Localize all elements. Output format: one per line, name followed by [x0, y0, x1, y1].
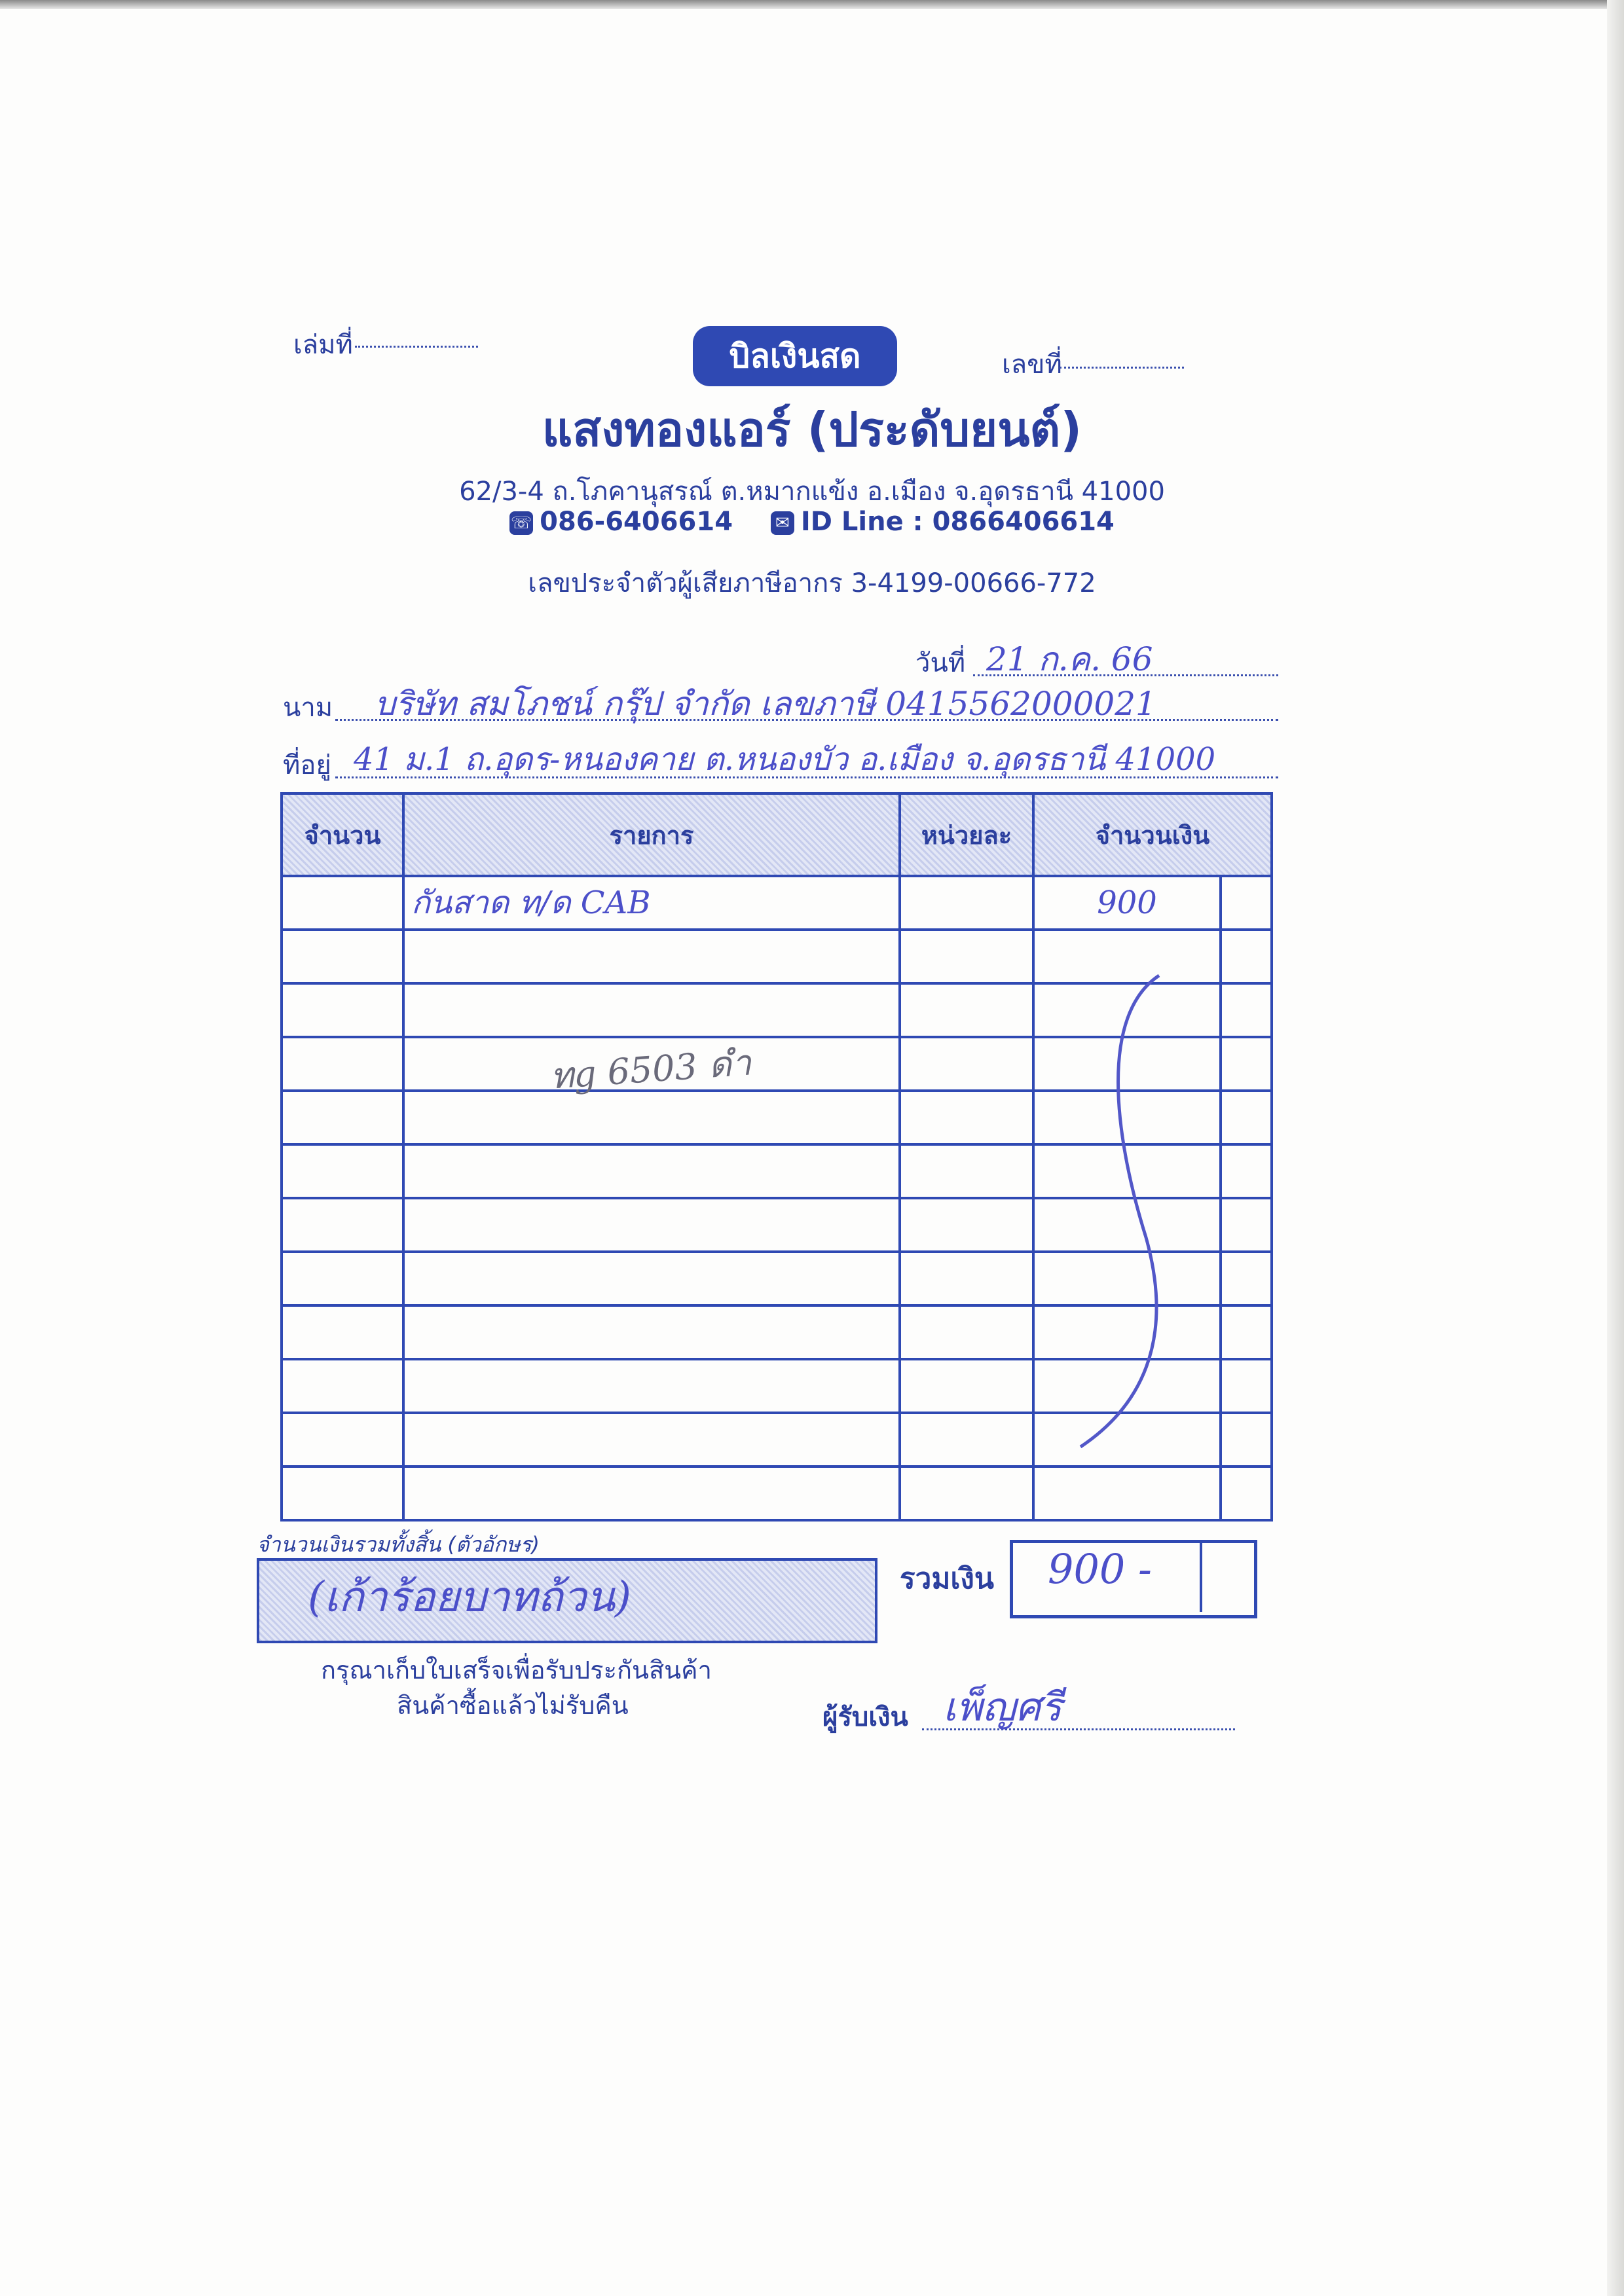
total-label: รวมเงิน	[900, 1562, 994, 1595]
receiver-label: ผู้รับเงิน	[822, 1702, 908, 1732]
name-value: บริษัท สมโภชน์ กรุ๊ป จำกัด เลขภาษี 0415562000021	[375, 685, 1156, 723]
total-words-value: (เก้าร้อยบาทถ้วน)	[308, 1573, 631, 1622]
receiver-signature: เพ็ญศรี	[943, 1685, 1062, 1730]
receipt-title: บิลเงินสด	[693, 326, 897, 386]
table-header-row	[282, 793, 1272, 876]
no-return-notice: สินค้าซื้อแล้วไม่รับคืน	[397, 1691, 629, 1720]
address-label: ที่อยู่	[283, 750, 331, 780]
phone-number: 086-6406614	[540, 507, 733, 537]
book-label: เล่มที่	[293, 330, 353, 360]
row-unit-price	[900, 876, 1033, 930]
header-qty: จำนวน	[282, 793, 403, 876]
date-value: 21 ก.ค. 66	[986, 640, 1153, 678]
header-amount: จำนวนเงิน	[1033, 793, 1272, 876]
shop-name: แสงทองแอร์ (ประดับยนต์)	[542, 402, 1082, 457]
row-amount: 900	[1033, 876, 1221, 930]
shop-address: 62/3-4 ถ.โภคานุสรณ์ ต.หมากแข้ง อ.เมือง จ.อุดรธานี 41000	[459, 477, 1165, 507]
address-value: 41 ม.1 ถ.อุดร-หนองคาย ต.หนองบัว อ.เมือง จ.อุดรธานี 41000	[354, 741, 1216, 778]
row-item: กันสาด ท/ด CAB	[403, 876, 900, 930]
header-unit-price: หน่วยละ	[900, 793, 1033, 876]
total-words-label: จำนวนเงินรวมทั้งสิ้น (ตัวอักษร)	[257, 1532, 540, 1557]
row-satang	[1221, 876, 1272, 930]
table-row	[282, 876, 1272, 930]
tax-id: เลขประจำตัวผู้เสียภาษีอากร 3-4199-00666-772	[528, 568, 1096, 598]
strike-curve	[1061, 962, 1192, 1460]
phone-icon: ☏	[509, 511, 533, 535]
total-divider	[1200, 1540, 1202, 1612]
line-id: ID Line : 0866406614	[800, 507, 1115, 537]
header-item: รายการ	[403, 793, 900, 876]
name-label: นาม	[283, 693, 333, 723]
line-icon: ✉	[771, 511, 794, 535]
number-label: เลขที่	[1002, 350, 1062, 380]
scan-edge	[0, 0, 1624, 9]
receipt-number-field	[1060, 367, 1184, 369]
date-label: วันที่	[915, 648, 966, 678]
table-row	[282, 1467, 1272, 1520]
contact-line	[0, 507, 1624, 537]
scan-edge-right	[1607, 0, 1624, 2296]
row-qty	[282, 876, 403, 930]
pencil-note: ทg 6503 ดำ	[549, 1042, 753, 1097]
warranty-notice: กรุณาเก็บใบเสร็จเพื่อรับประกันสินค้า	[321, 1656, 712, 1685]
total-value: 900 -	[1048, 1545, 1152, 1593]
book-number-field	[355, 346, 478, 348]
